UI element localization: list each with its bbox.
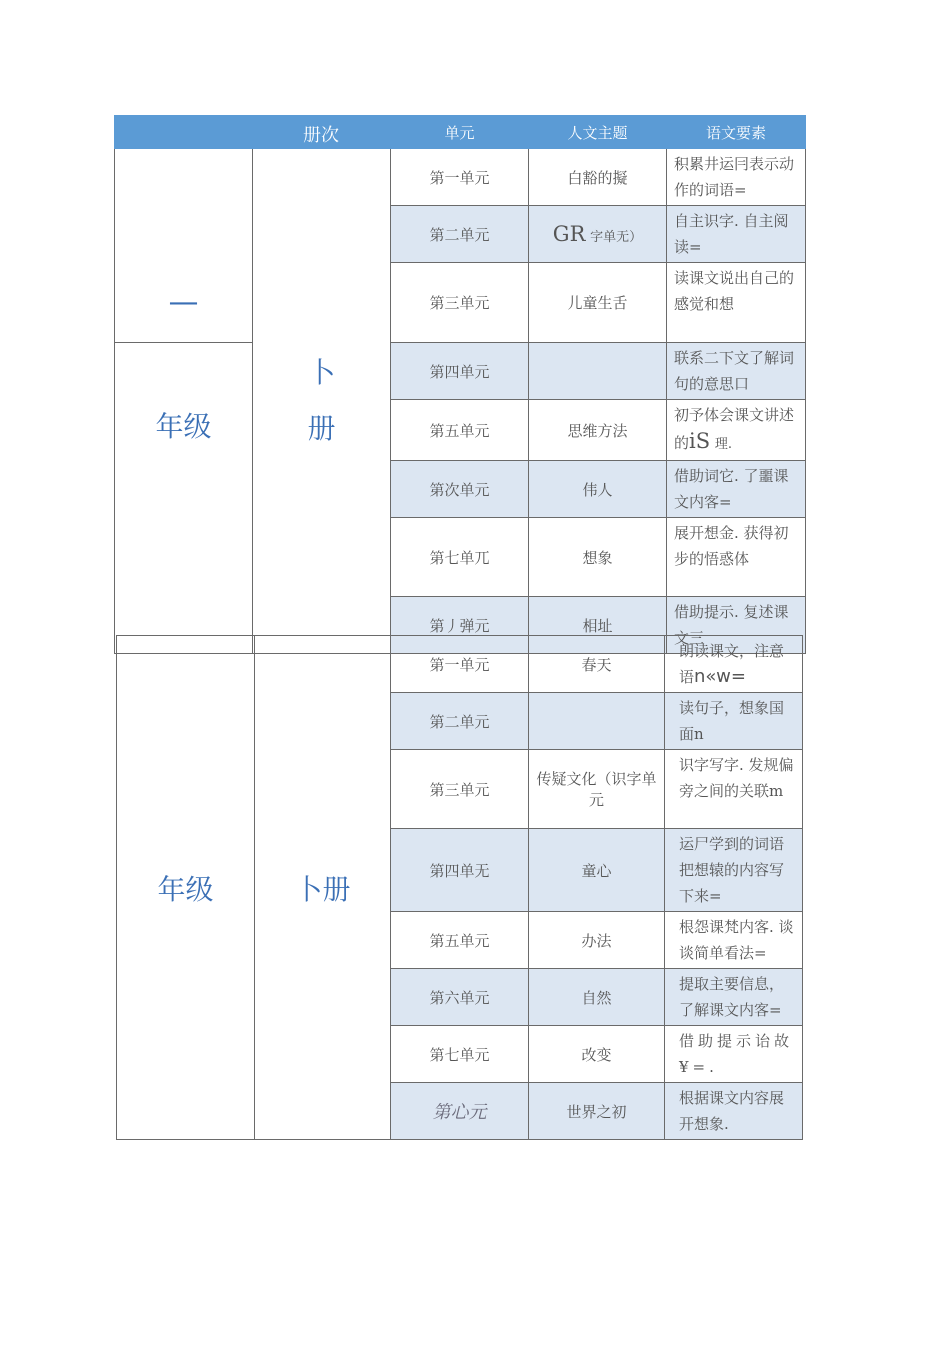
volume-cell: 卜册	[255, 636, 391, 1140]
grade-cell-bottom: 年级	[115, 343, 253, 654]
theme-cell: 自然	[529, 969, 665, 1026]
unit-cell: 第三单元	[391, 750, 529, 829]
theme-cell: 改变	[529, 1026, 665, 1083]
grade-cell: 年级	[117, 636, 255, 1140]
element-cell: 读句子，想象国面n	[665, 693, 803, 750]
theme-cell: 伟人	[529, 461, 667, 518]
element-text-small: 理.	[714, 437, 733, 452]
element-cell: 积累井运冃表示动作的词语=	[667, 149, 806, 206]
header-unit: 单元	[391, 116, 529, 149]
element-cell: 借助词它. 了噩课文内客=	[667, 461, 806, 518]
element-cell: 借助提示诒故¥=.	[665, 1026, 803, 1083]
element-cell: 读课文说出自己的感觉和想	[667, 263, 806, 343]
unit-cell: 第六单元	[391, 969, 529, 1026]
theme-cell: 童心	[529, 829, 665, 912]
element-text-large: iS	[689, 429, 711, 453]
element-cell: 借助提示. 复述课文三	[667, 597, 806, 654]
grade-cell-top: —	[115, 149, 253, 343]
unit-cell: 第四单无	[391, 829, 529, 912]
unit-cell: 第二单元	[391, 693, 529, 750]
volume-cell	[253, 149, 391, 654]
curriculum-table-upper	[114, 115, 806, 654]
unit-cell: 第一单元	[391, 149, 529, 206]
theme-text-small: 字单无）	[590, 230, 643, 245]
unit-cell: 第三单元	[391, 263, 529, 343]
header-element: 语文要素	[667, 116, 806, 149]
element-cell: 根怨课梵内客. 谈谈简单看法=	[665, 912, 803, 969]
element-cell: 联系二下文了解词句的意思口	[667, 343, 806, 400]
unit-cell: 第四单元	[391, 343, 529, 400]
unit-cell: 第五单元	[391, 400, 529, 461]
element-text: 朗读课文，注意语	[679, 642, 785, 686]
theme-cell	[529, 206, 667, 263]
element-cell	[667, 400, 806, 461]
element-cell	[665, 636, 803, 693]
unit-cell: 第丿弹元	[391, 597, 529, 654]
theme-cell: 白豁的擬	[529, 149, 667, 206]
table-header-row	[115, 116, 806, 149]
volume-label: 卜 册	[307, 356, 336, 445]
theme-cell: 儿童生舌	[529, 263, 667, 343]
header-volume: 册次	[115, 116, 391, 149]
element-text: 初予体会课文讲述的	[674, 406, 795, 452]
theme-cell: 想象	[529, 518, 667, 597]
unit-cell: 第七单兀	[391, 518, 529, 597]
theme-cell	[529, 693, 665, 750]
theme-cell: 办法	[529, 912, 665, 969]
element-cell: 提取主要信息，了解课文内客=	[665, 969, 803, 1026]
theme-text-large: GR	[552, 222, 586, 246]
unit-cell: 第次单元	[391, 461, 529, 518]
table-row	[117, 636, 803, 693]
element-cell: 根据课文内容展开想象.	[665, 1083, 803, 1140]
unit-cell: 第一单元	[391, 636, 529, 693]
element-cell: 识字写字. 发规偏旁之间的关联m	[665, 750, 803, 829]
header-theme: 人文主题	[529, 116, 667, 149]
table-row	[115, 149, 806, 206]
unit-cell: 第五单元	[391, 912, 529, 969]
theme-cell: 相址	[529, 597, 667, 654]
theme-cell: 思维方法	[529, 400, 667, 461]
element-text-large: n«w=	[694, 666, 746, 687]
curriculum-table-lower	[116, 635, 803, 1140]
element-cell: 运尸学到的词语把想辕的内容写下来=	[665, 829, 803, 912]
unit-cell: 第二单元	[391, 206, 529, 263]
unit-cell: 第心元	[391, 1083, 529, 1140]
theme-cell	[529, 343, 667, 400]
theme-cell: 世界之初	[529, 1083, 665, 1140]
element-cell: 展开想金. 获得初步的悟惑体	[667, 518, 806, 597]
theme-cell: 春天	[529, 636, 665, 693]
theme-cell: 传疑文化（识字单元	[529, 750, 665, 829]
unit-cell: 第七单元	[391, 1026, 529, 1083]
element-cell: 自主识字. 自主阅读=	[667, 206, 806, 263]
table-row	[115, 343, 806, 400]
